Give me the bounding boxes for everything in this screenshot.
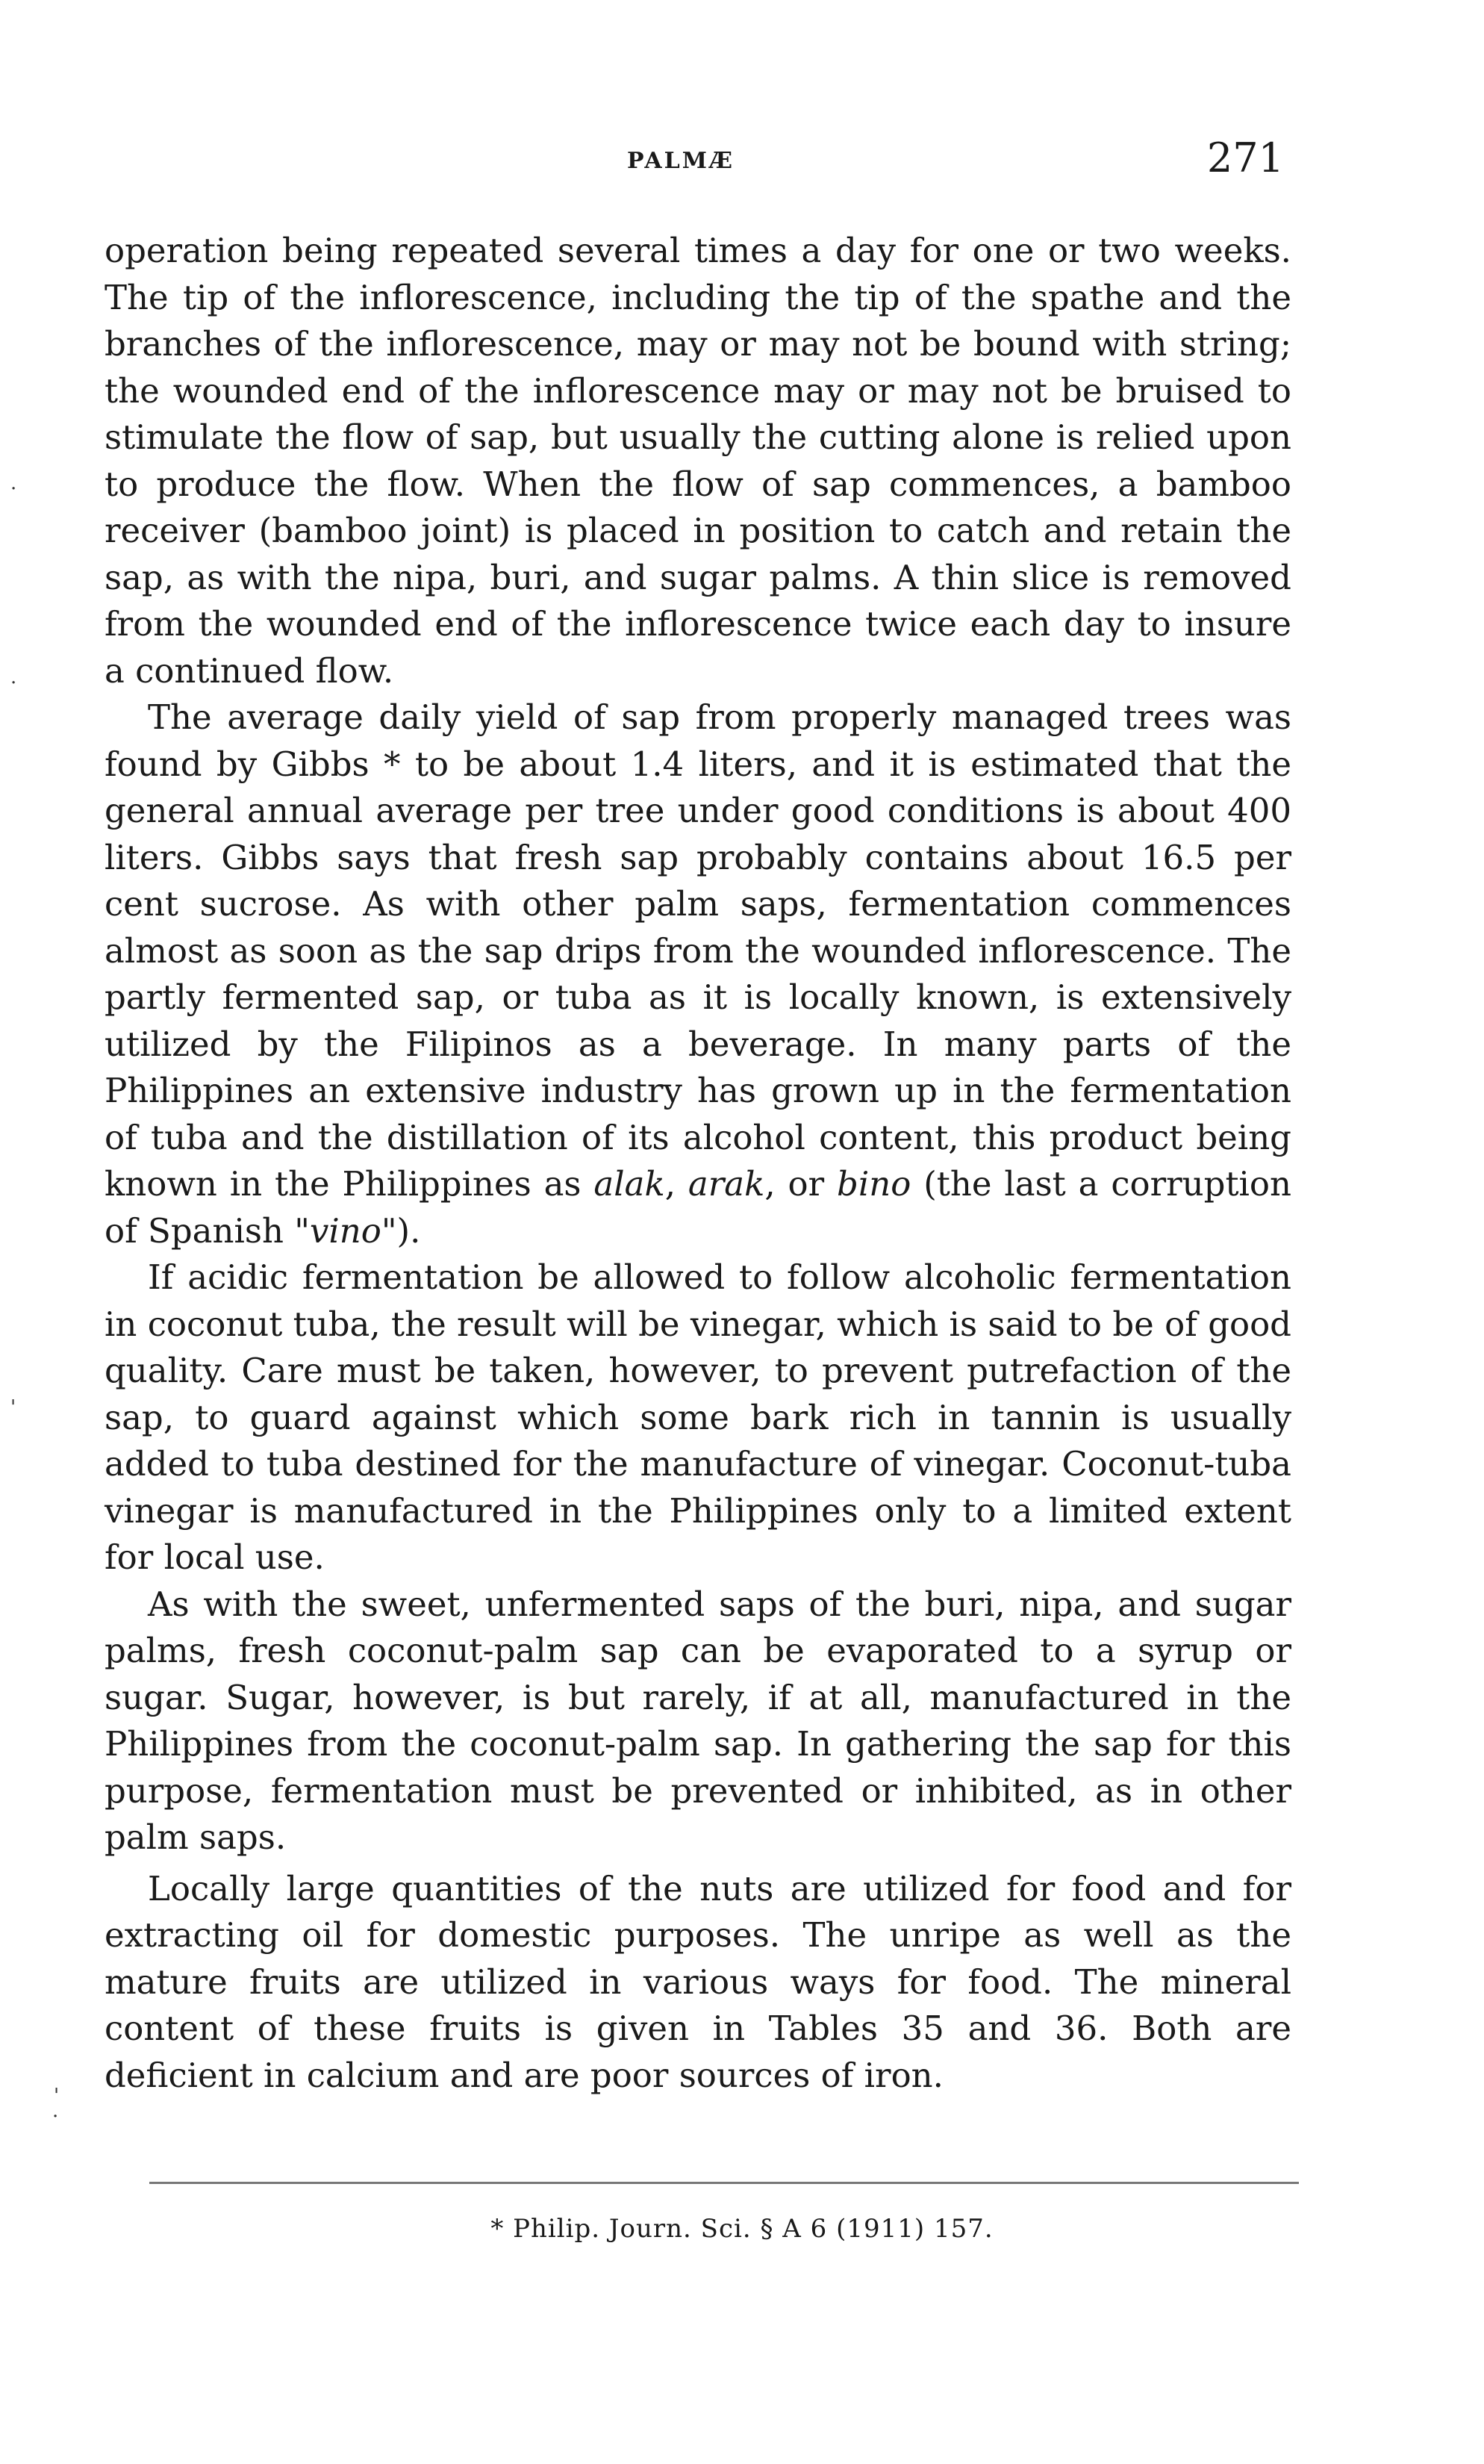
paragraph-3: If acidic fermentation be allowed to follow alcoholic fermentation in coconut tuba, the result will be vinegar, which is said to be of good quality. Care must be taken, however, to prevent putrefaction of the sap, to guard against which some bark rich in tannin is usually added to tuba destined for the manufacture of vinegar. Coconut-tuba vinegar is manufactured in the Philippines only to a limited extent for local use. xyxy=(105,1257,1291,1577)
paragraph-2 xyxy=(105,694,1291,1254)
term-arak: arak xyxy=(688,1164,765,1204)
paragraph-1: operation being repeated several times a day for one or two weeks. The tip of the inflorescence, including the tip of the spathe and the branches of the inflorescence, may or may not be bound with string; the wounded end of the inflorescence may or may not be bruised to stimulate the flow of sap, but usually the cutting alone is relied upon to produce the flow. When the flow of sap commences, a bamboo receiver (bamboo joint) is placed in position to catch and retain the sap, as with the nipa, buri, and sugar palms. A thin slice is removed from the wounded end of the inflorescence twice each day to insure a continued flow. xyxy=(105,231,1291,691)
paragraph-2-text: The average daily yield of sap from properly managed trees was found by Gibbs * to be about 1.4 liters, and it is estimated that the general annual average per tree under good conditions is about 400 liters. Gibbs says that fresh sap probably contains about 16.5 per cent sucrose. As with other palm saps, fermentation commences almost as soon as the sap drips from the wounded inflorescence. The partly fermented sap, or tuba as it is locally known, is extensively utilized by the Filipinos as a beverage. In many parts of the Philippines an extensive industry has grown up in the fermentation of tuba and the distillation of its alcohol content, this product being known in the Philippines as xyxy=(105,697,1291,1204)
term-tail: (the last a corruption of Spanish " xyxy=(105,1164,1291,1251)
footnote: * Philip. Journ. Sci. § A 6 (1911) 157. xyxy=(490,2214,994,2244)
term-alak: alak xyxy=(593,1164,665,1204)
page-number: 271 xyxy=(1206,134,1284,181)
term-separator: , xyxy=(664,1164,688,1204)
margin-mark: ' xyxy=(54,2085,60,2107)
page-header xyxy=(105,134,1284,194)
footnote-rule xyxy=(149,2182,1299,2184)
running-title: PALMÆ xyxy=(627,148,735,174)
term-tail: "). xyxy=(381,1210,421,1251)
paragraph-5: Locally large quantities of the nuts are utilized for food and for extracting oil for domestic purposes. The unripe as well as the mature fruits are utilized in various ways for food. The mineral content of these fruits is given in Tables 35 and 36. Both are deficient in calcium and are poor sources of iron. xyxy=(105,1868,1291,2095)
term-vino: vino xyxy=(309,1210,381,1251)
margin-mark: · xyxy=(52,2106,59,2128)
paragraph-4: As with the sweet, unfermented saps of the buri, nipa, and sugar palms, fresh coconut-palm sap can be evaporated to a syrup or sugar. Sugar, however, is but rarely, if at all, manufactured in the Philippines from the coconut-palm sap. In gathering the sap for this purpose, fermentation must be prevented or inhibited, as in other palm saps. xyxy=(105,1584,1291,1857)
margin-mark: ' xyxy=(10,1396,16,1419)
margin-mark: · xyxy=(10,478,17,500)
term-separator: , or xyxy=(764,1164,838,1204)
body-text xyxy=(105,228,1291,2099)
term-bino: bino xyxy=(837,1164,911,1204)
margin-mark: · xyxy=(10,672,17,694)
